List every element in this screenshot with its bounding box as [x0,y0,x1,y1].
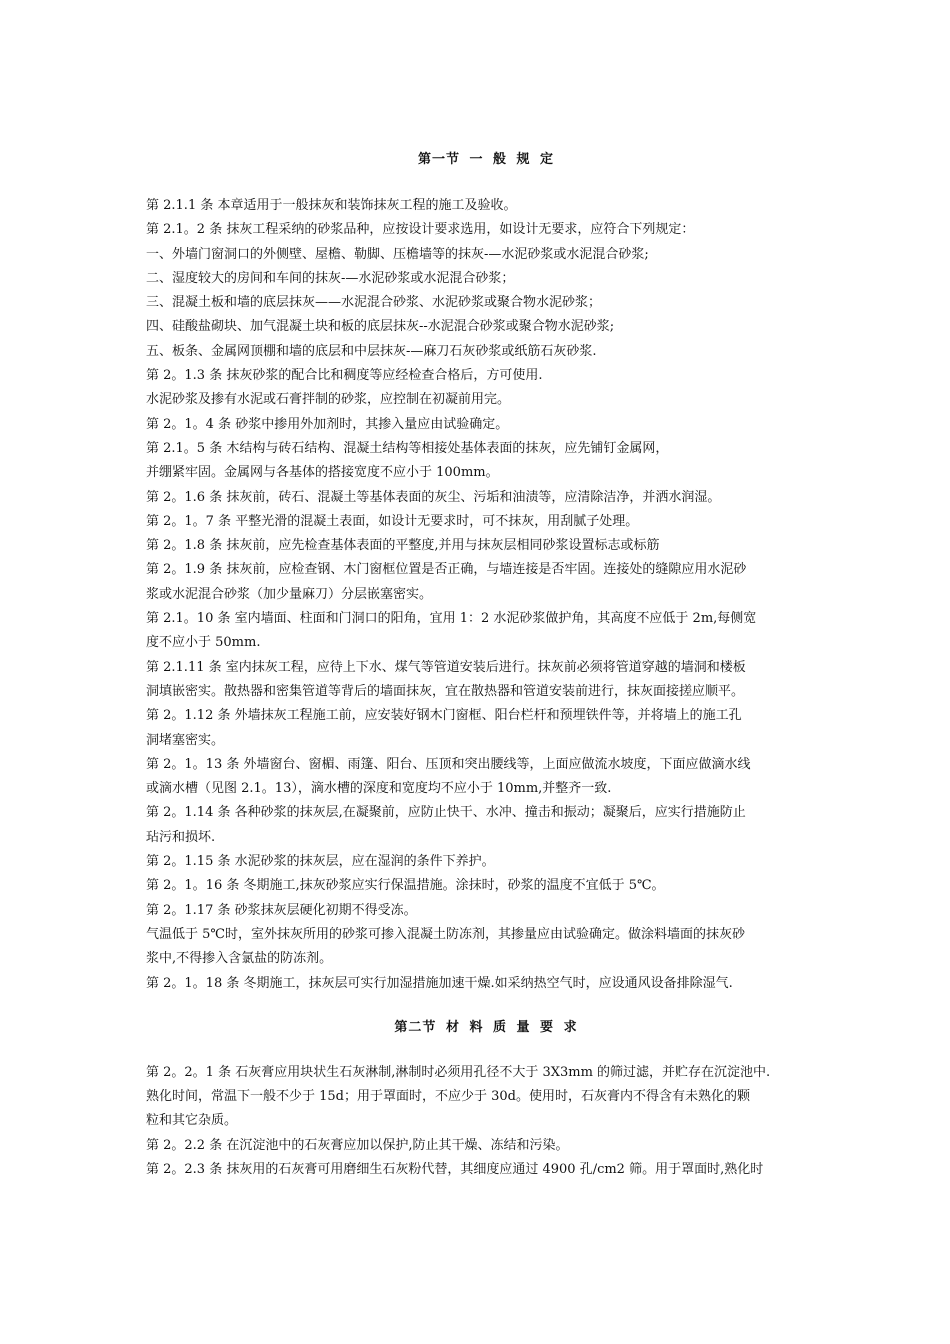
text-line: 第 2。1.9 条 抹灰前，应检查钢、木门窗框位置是否正确，与墙连接是否牢固。连接处的缝隙应用水泥砂 [146,562,747,578]
text-line: 第 2。1。7 条 平整光滑的混凝土表面，如设计无要求时，可不抹灰，用刮腻子处理。 [146,513,639,529]
text-line: 第 2。2.2 条 在沉淀池中的石灰膏应加以保护,防止其干燥、冻结和污染。 [146,1137,569,1153]
text-line: 洞堵塞密实。 [146,732,225,748]
text-line: 第 2。1.15 条 水泥砂浆的抹灰层，应在湿润的条件下养护。 [146,854,495,870]
text-line: 第 2。2.3 条 抹灰用的石灰膏可用磨细生石灰粉代替，其细度应通过 4900 孔/cm2 筛。用于罩面时,熟化时 [146,1161,764,1177]
text-line: 气温低于 5℃时，室外抹灰所用的砂浆可掺入混凝土防冻剂，其掺量应由试验确定。做涂料墙面的抹灰砂 [146,926,745,942]
text-line: 第 2。1.6 条 抹灰前，砖石、混凝土等基体表面的灰尘、污垢和油渍等，应清除洁净，并洒水润湿。 [146,489,721,505]
text-line: 第 2。1.17 条 砂浆抹灰层硬化初期不得受冻。 [146,902,417,918]
text-line: 五、板条、金属网顶棚和墙的底层和中层抹灰-—麻刀石灰砂浆或纸筋石灰砂浆. [146,343,597,359]
text-line: 或滴水槽（见图 2.1。13），滴水槽的深度和宽度均不应小于 10mm,并整齐一致. [146,781,612,797]
text-line: 玷污和损坏. [146,829,216,845]
document-page [146,150,826,1182]
text-line: 一、外墙门窗洞口的外侧壁、屋檐、勒脚、压檐墙等的抹灰-—水泥砂浆或水泥混合砂浆; [146,246,649,262]
text-line: 第 2。1。4 条 砂浆中掺用外加剂时，其掺入量应由试验确定。 [146,416,509,432]
text-line: 第 2.1。10 条 室内墙面、柱面和门洞口的阳角，宜用 1：2 水泥砂浆做护角，其高度不应低于 2m,每侧宽 [146,611,757,627]
text-line: 二、湿度较大的房间和车间的抹灰-—水泥砂浆或水泥混合砂浆； [146,270,515,286]
text-line: 洞填嵌密实。散热器和密集管道等背后的墙面抹灰，宜在散热器和管道安装前进行，抹灰面接搓应顺平。 [146,683,745,699]
text-line: 浆中,不得掺入含氯盐的防冻剂。 [146,951,333,967]
section-2-title: 第二节 材 料 质 量 要 求 [394,1019,578,1035]
text-line: 度不应小于 50mm. [146,635,261,651]
section-1-title: 第一节 一 般 规 定 [417,152,555,167]
text-line: 浆或水泥混合砂浆（加少量麻刀）分层嵌塞密实。 [146,586,433,602]
text-line: 三、混凝土板和墙的底层抹灰——水泥混合砂浆、水泥砂浆或聚合物水泥砂浆； [146,295,602,311]
text-line: 水泥砂浆及掺有水泥或石膏拌制的砂浆，应控制在初凝前用完。 [146,392,511,408]
text-line: 四、硅酸盐砌块、加气混凝土块和板的底层抹灰--水泥混合砂浆或聚合物水泥砂浆; [146,319,615,335]
text-line: 粒和其它杂质。 [146,1113,238,1129]
text-line: 第 2。1。16 条 冬期施工,抹灰砂浆应实行保温措施。涂抹时，砂浆的温度不宜低于 5℃。 [146,878,665,894]
text-line: 第 2。1.14 条 各种砂浆的抹灰层,在凝聚前，应防止快干、水冲、撞击和振动；凝聚后，应实行措施防止 [146,805,746,821]
text-line: 并绷紧牢固。金属网与各基体的搭接宽度不应小于 100mm。 [146,465,499,481]
text-line: 第 2.1。5 条 木结构与砖石结构、混凝土结构等相接处基体表面的抹灰，应先铺钉金属网， [146,440,669,456]
text-line: 第 2.1.1 条 本章适用于一般抹灰和装饰抹灰工程的施工及验收。 [146,198,517,213]
text-line: 第 2。1。13 条 外墙窗台、窗楣、雨篷、阳台、压顶和突出腰线等，上面应做流水坡度，下面应做滴水线 [146,756,751,772]
section-1-body [146,194,826,996]
text-line: 第 2。1.8 条 抹灰前，应先检查基体表面的平整度,并用与抹灰层相同砂浆设置标志或标筋 [146,538,660,554]
text-line: 第 2。1.12 条 外墙抹灰工程施工前，应安装好钢木门窗框、阳台栏杆和预埋铁件等，并将墙上的施工孔 [146,708,742,724]
text-line: 第 2。2。1 条 石灰膏应用块状生石灰淋制,淋制时必须用孔径不大于 3X3mm 的筛过滤，并贮存在沉淀池中. [146,1064,771,1080]
text-line: 第 2。1。18 条 冬期施工，抹灰层可实行加湿措施加速干燥.如采纳热空气时，应设通风设备排除湿气. [146,975,733,991]
text-line: 第 2.1。2 条 抹灰工程采纳的砂浆品种，应按设计要求选用，如设计无要求，应符合下列规定： [146,222,695,238]
section-2-body [146,1061,826,1182]
text-line: 第 2.1.11 条 室内抹灰工程，应待上下水、煤气等管道安装后进行。抹灰前必须将管道穿越的墙洞和楼板 [146,659,746,675]
text-line: 熟化时间，常温下一般不少于 15d；用于罩面时，不应少于 30d。使用时，石灰膏内不得含有未熟化的颗 [146,1089,750,1105]
text-line: 第 2。1.3 条 抹灰砂浆的配合比和稠度等应经检查合格后，方可使用. [146,368,543,384]
